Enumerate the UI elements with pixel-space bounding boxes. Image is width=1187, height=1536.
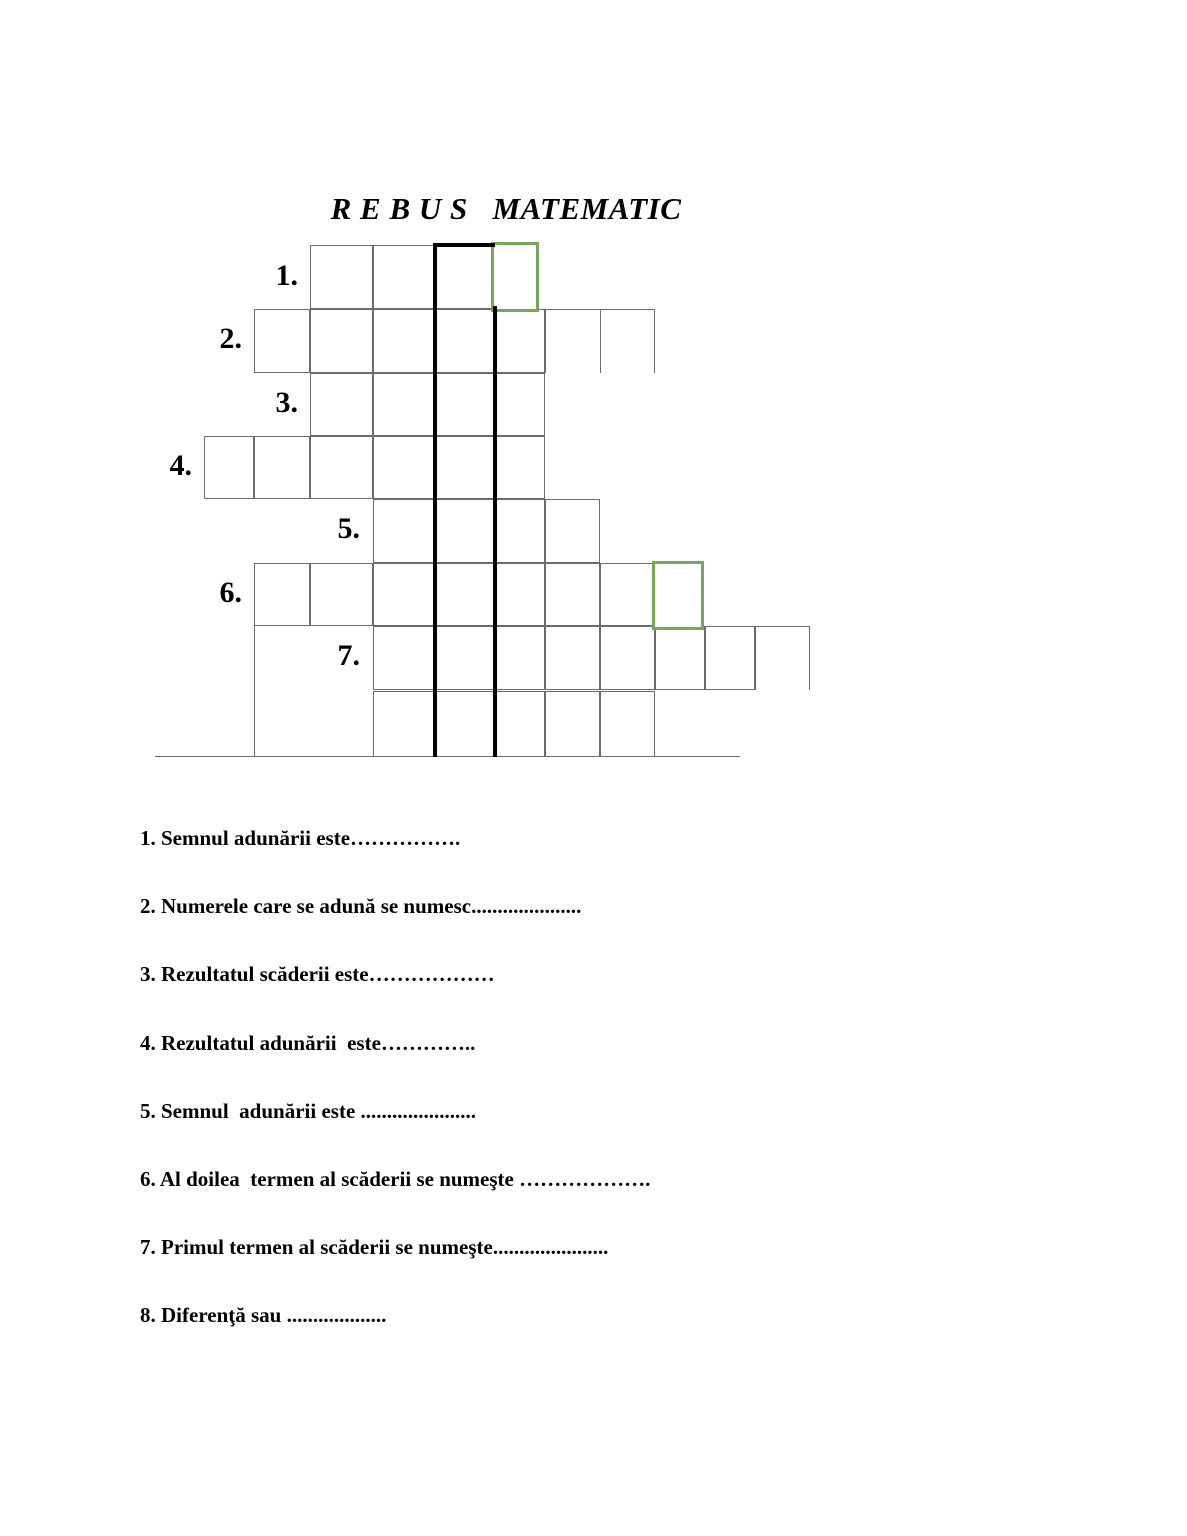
grid-cell[interactable] — [373, 436, 435, 499]
grid-cell[interactable] — [435, 309, 495, 373]
grid-cell[interactable] — [310, 309, 373, 373]
clue-item: 4. Rezultatul adunării este………….. — [140, 1030, 476, 1055]
grid-cell[interactable] — [600, 626, 655, 690]
grid-cell[interactable] — [435, 691, 495, 757]
grid-cell[interactable] — [655, 626, 705, 690]
grid-cell[interactable] — [310, 245, 373, 309]
grid-cell[interactable] — [435, 245, 495, 309]
clue-item: 5. Semnul adunării este ...................... — [140, 1098, 477, 1123]
grid-cell[interactable] — [373, 499, 435, 563]
grid-cell[interactable] — [254, 309, 310, 373]
grid-cell[interactable] — [373, 691, 435, 757]
grid-cell[interactable] — [495, 436, 545, 499]
grid-cell[interactable] — [435, 499, 495, 563]
grid-cell[interactable] — [600, 563, 655, 626]
grid-cell[interactable] — [254, 436, 310, 499]
grid-cell-open[interactable] — [755, 626, 810, 690]
clue-item: 1. Semnul adunării este……………. — [140, 826, 461, 850]
grid-cell[interactable] — [495, 691, 545, 757]
grid-cell[interactable] — [545, 563, 600, 626]
grid-cell[interactable] — [373, 245, 435, 309]
row-number-5: 5. — [337, 512, 360, 545]
grid-cell-open[interactable] — [545, 309, 600, 373]
row-number-1: 1. — [275, 259, 298, 292]
clue-item: 8. Diferenţă sau ................... — [140, 1303, 387, 1328]
grid-cell[interactable] — [545, 626, 600, 690]
clue-item: 7. Primul termen al scăderii se numeşte...................... — [140, 1235, 609, 1260]
grid-cell[interactable] — [435, 373, 495, 436]
grid-cell[interactable] — [495, 373, 545, 436]
grid-cell[interactable] — [310, 373, 373, 436]
grid-edge-line — [254, 626, 255, 757]
grid-cell-highlighted[interactable] — [491, 242, 539, 312]
keyword-column-left — [433, 243, 437, 757]
grid-cell[interactable] — [373, 373, 435, 436]
page-title: R E B U S MATEMATIC — [330, 191, 682, 226]
grid-cell[interactable] — [435, 626, 495, 690]
grid-cell[interactable] — [495, 563, 545, 626]
row-number-4: 4. — [169, 449, 192, 482]
clue-item: 6. Al doilea termen al scăderii se numeşte ………………. — [140, 1166, 651, 1191]
grid-cell[interactable] — [495, 626, 545, 690]
clue-list — [140, 826, 1040, 1372]
grid-cell[interactable] — [435, 436, 495, 499]
grid-cell[interactable] — [435, 563, 495, 626]
row-number-2: 2. — [219, 322, 242, 355]
grid-cell[interactable] — [495, 499, 545, 563]
grid-cell[interactable] — [705, 626, 755, 690]
keyword-bar-top — [433, 243, 495, 247]
grid-cell[interactable] — [254, 563, 310, 626]
row-number-7: 7. — [337, 639, 360, 672]
row-number-3: 3. — [275, 386, 298, 419]
grid-cell[interactable] — [310, 563, 373, 626]
grid-cell[interactable] — [545, 691, 600, 757]
grid-cell[interactable] — [373, 626, 435, 690]
grid-cell[interactable] — [600, 691, 655, 757]
grid-baseline — [155, 756, 740, 757]
keyword-column-right — [493, 306, 497, 757]
clue-item: 3. Rezultatul scăderii este……………… — [140, 962, 495, 987]
grid-cell[interactable] — [545, 499, 600, 563]
grid-cell[interactable] — [495, 309, 545, 373]
grid-cell[interactable] — [373, 563, 435, 626]
row-number-6: 6. — [219, 576, 242, 609]
grid-cell[interactable] — [204, 436, 254, 499]
grid-cell-highlighted[interactable] — [652, 561, 704, 630]
grid-cell-open[interactable] — [600, 309, 655, 373]
grid-cell[interactable] — [310, 436, 373, 499]
clue-item: 2. Numerele care se adună se numesc..................... — [140, 894, 582, 919]
grid-cell[interactable] — [373, 309, 435, 373]
